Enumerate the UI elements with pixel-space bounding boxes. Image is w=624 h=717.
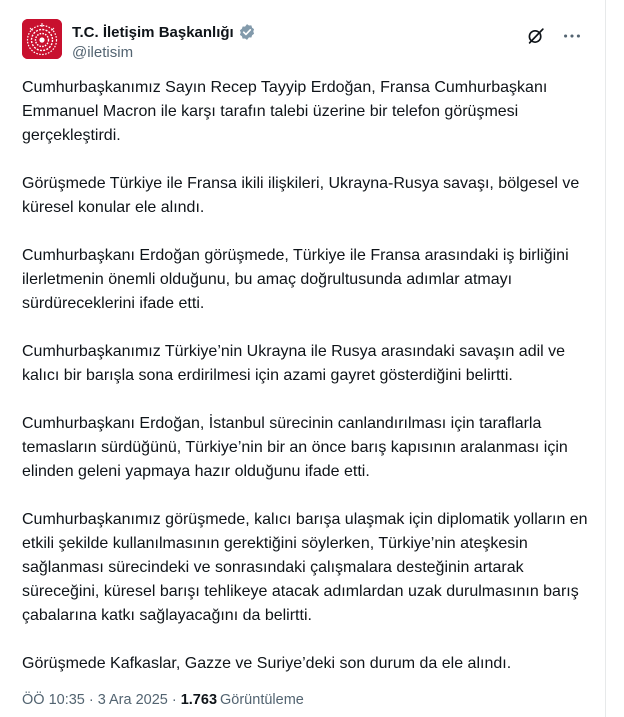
post-paragraph: Cumhurbaşkanı Erdoğan, İstanbul sürecinin canlandırılması için taraflarla temasların sürdüğünü, Türkiye’nin bir an önce barış kapısının aralanması için elinden geleni yapmaya hazır olduğunu ifade etti.	[22, 415, 568, 480]
post-text	[22, 76, 602, 700]
post-time[interactable]: ÖÖ 10:35	[22, 692, 85, 708]
post-header	[22, 13, 583, 63]
verified-badge-icon[interactable]	[238, 23, 256, 41]
author-name-row	[72, 22, 256, 42]
views-count: 1.763	[180, 692, 218, 708]
author-display-name[interactable]: T.C. İletişim Başkanlığı	[72, 23, 234, 41]
grok-icon[interactable]	[525, 25, 547, 47]
post-paragraph: Görüşmede Kafkaslar, Gazze ve Suriye’deki son durum da ele alındı.	[22, 655, 512, 672]
meta-separator: ·	[88, 692, 94, 708]
avatar[interactable]	[22, 19, 62, 59]
turkish-communications-emblem-icon	[22, 19, 62, 59]
post-paragraph: Görüşmede Türkiye ile Fransa ikili ilişkileri, Ukrayna-Rusya savaşı, bölgesel ve küresel konular ele alındı.	[22, 175, 580, 216]
post-date[interactable]: 3 Ara 2025	[97, 692, 168, 708]
more-horizontal-icon[interactable]	[561, 25, 583, 47]
author-handle[interactable]: @iletisim	[72, 44, 134, 61]
post-header-actions	[525, 25, 583, 47]
author-info	[72, 22, 256, 62]
post-paragraph: Cumhurbaşkanımız Türkiye’nin Ukrayna ile Rusya arasındaki savaşın adil ve kalıcı bir barışla sona erdirilmesi için azami gayret gösterdiğini belirtti.	[22, 343, 566, 384]
meta-separator: ·	[171, 692, 177, 708]
post-meta	[22, 692, 304, 708]
post-paragraph: Cumhurbaşkanımız Sayın Recep Tayyip Erdoğan, Fransa Cumhurbaşkanı Emmanuel Macron ile karşı tarafın talebi üzerine bir telefon görüşmesi gerçekleştirdi.	[22, 79, 548, 144]
post-paragraph: Cumhurbaşkanı Erdoğan görüşmede, Türkiye ile Fransa arasındaki iş birliğini ilerletmenin önemli olduğunu, bu amaç doğrultusunda adımlar atmayı sürdüreceklerini ifade etti.	[22, 247, 569, 312]
views-label: Görüntüleme	[220, 692, 304, 708]
post-paragraph: Cumhurbaşkanımız görüşmede, kalıcı barışa ulaşmak için diplomatik yolların en etkili şekilde kullanılmasının gerektiğini söylerken, Türkiye’nin ateşkesin sağlanması sürecindeki ve sonrasındaki çalışmalara desteğinin artarak süreceğini, küresel barışı tehlikeye atacak adımlardan uzak durulmasının barış çabalarına katkı sağlayacağını da belirtti.	[22, 511, 588, 624]
